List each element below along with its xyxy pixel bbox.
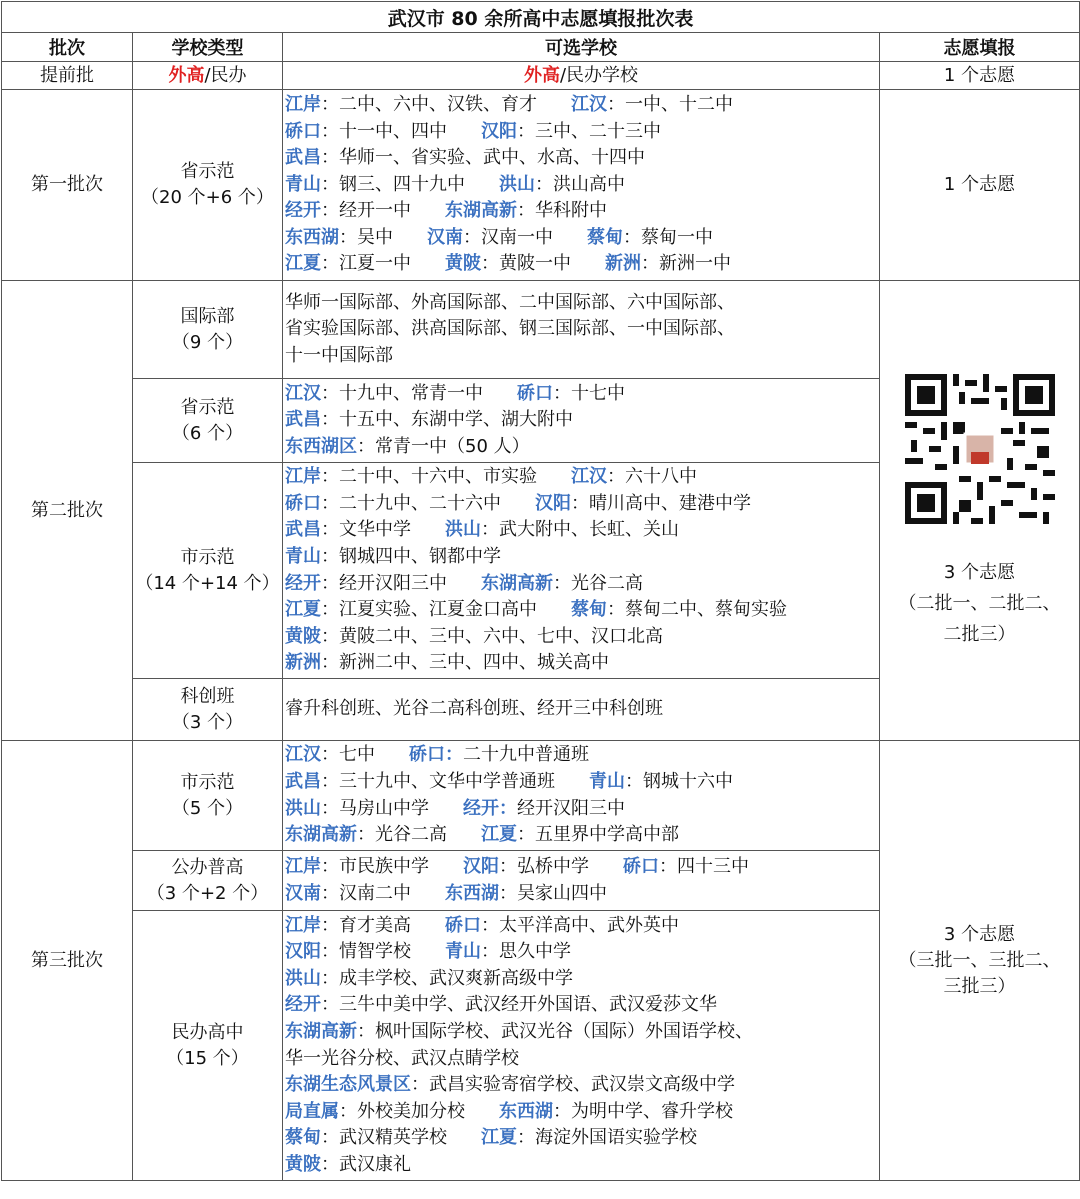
school-names: ：蔡甸二中、蔡甸实验 [607,599,787,621]
school-names: 二十九中普通班 [463,744,589,766]
school-names: ：汉南一中 [463,226,553,248]
district-label: 硚口 [517,382,553,404]
third-quota-cell [880,741,1080,1181]
district-label: 经开 [285,200,321,222]
district-label: 经开： [463,797,517,819]
list-item [285,1046,877,1073]
district-label: 硚口 [285,120,321,142]
school-names: ：蔡甸一中 [623,226,713,248]
early-schools-red: 外高 [523,64,560,86]
district-label: 武昌 [285,519,321,541]
district-label: 洪山 [285,967,321,989]
list-item [285,434,877,461]
school-names: ：黄陂一中 [481,253,571,275]
school-names: ：吴家山四中 [499,882,607,904]
second-prov-schools [283,379,880,463]
early-schools-rest: /民办学校 [559,64,639,86]
school-names: ：武大附中、长虹、关山 [481,519,679,541]
school-names: ：光谷二高 [357,824,447,846]
list-item [285,597,877,624]
list-item [285,854,877,881]
district-label: 硚口 [285,492,321,514]
school-names: ：武昌实验寄宿学校、武汉崇文高级中学 [411,1074,735,1096]
district-label: 东西湖 [445,882,499,904]
district-label: 洪山 [445,519,481,541]
school-names: ：洪山高中 [535,173,625,195]
third-public-schools [283,851,880,911]
district-label: 东西湖 [285,226,339,248]
district-label: 新洲 [605,253,641,275]
early-type [133,62,283,90]
second-intl-count: （9 个） [171,331,244,353]
early-quota: 1 个志愿 [880,62,1080,90]
batch-table [1,1,1080,1181]
list-item [285,544,877,571]
list-item [285,145,877,172]
third-private-type-cell [133,911,283,1181]
school-names: ：二十中、十六中、市实验 [321,466,537,488]
school-names: ：五里界中学高中部 [517,824,679,846]
list-item [285,796,877,823]
district-label: 东湖高新 [285,824,357,846]
school-names: ：光谷二高 [553,572,643,594]
table-title: 武汉市 80 余所高中志愿填报批次表 [2,2,1080,33]
district-label: 江汉 [285,382,321,404]
district-label: 江汉 [285,744,321,766]
school-names: ：晴川高中、建港中学 [571,492,751,514]
school-names: ：经开汉阳三中 [321,572,447,594]
school-names: ：三十九中、文华中学普通班 [321,770,555,792]
list-item [285,966,877,993]
district-label: 武昌 [285,147,321,169]
district-label: 江岸 [285,93,321,115]
third-city-count: （5 个） [171,797,244,819]
school-names: ：一中、十二中 [607,93,733,115]
district-label: 蔡甸 [587,226,623,248]
school-names: ：钢城十六中 [625,770,733,792]
school-names: ：成丰学校、武汉爽新高级中学 [321,967,573,989]
list-item [285,571,877,598]
district-label: 江汉 [571,93,607,115]
school-names: ：钢三、四十九中 [321,173,465,195]
list-item [285,881,877,908]
school-names: ：新洲二中、三中、四中、城关高中 [321,652,609,674]
third-city-type-cell [133,741,283,851]
school-names: ：二十九中、二十六中 [321,492,501,514]
third-private-count: （15 个） [166,1047,249,1069]
district-label: 江汉 [571,466,607,488]
second-sci-type: 科创班 [180,685,235,707]
school-names: 经开汉阳三中 [517,797,625,819]
list-item [285,822,877,849]
school-names: ：外校美加分校 [339,1100,465,1122]
school-names: ：黄陂二中、三中、六中、七中、汉口北高 [321,625,663,647]
school-names: ：情智学校 [321,941,411,963]
header-quota: 志愿填报 [880,33,1080,62]
third-private-type: 民办高中 [171,1021,244,1043]
qr-code-icon [905,374,1055,524]
list-item [285,119,877,146]
early-schools [283,62,880,90]
second-sci-count: （3 个） [171,711,244,733]
second-intl-type: 国际部 [180,305,235,327]
third-private-schools [283,911,880,1181]
district-label: 黄陂 [285,1153,321,1175]
school-names: ：三牛中美中学、武汉经开外国语、武汉爱莎文华 [321,994,717,1016]
list-item [285,198,877,225]
third-public-count: （3 个+2 个） [146,882,269,904]
early-batch: 提前批 [2,62,133,90]
third-city-type: 市示范 [180,771,235,793]
second-intl-schools [283,281,880,379]
early-type-rest: /民办 [204,64,247,86]
list-item [285,407,877,434]
list-item [285,992,877,1019]
school-names: ：三中、二十三中 [517,120,661,142]
second-sci-schools: 睿升科创班、光谷二高科创班、经开三中科创班 [283,679,880,741]
school-names: ：十七中 [553,382,625,404]
district-label: 经开 [285,572,321,594]
list-item [285,1072,877,1099]
list-item [285,1099,877,1126]
list-item [285,172,877,199]
district-label: 青山 [285,173,321,195]
district-label: 局直属 [285,1100,339,1122]
list-item [285,491,877,518]
school-names: ：十九中、常青一中 [321,382,483,404]
school-names: ：太平洋高中、武外英中 [481,914,679,936]
district-label: 汉阳 [285,941,321,963]
school-names: ：文华中学 [321,519,411,541]
second-quota-sub1: （二批一、二批二、 [898,592,1061,614]
school-names: ：市民族中学 [321,855,429,877]
school-names: 华一光谷分校、武汉点睛学校 [285,1047,519,1069]
district-label: 汉阳 [463,855,499,877]
second-city-type-cell [133,463,283,679]
district-label: 东西湖区 [285,435,357,457]
district-label: 经开 [285,994,321,1016]
school-names: ：海淀外国语实验学校 [517,1127,697,1149]
district-label: 青山 [589,770,625,792]
district-label: 武昌 [285,770,321,792]
district-label: 蔡甸 [285,1127,321,1149]
second-batch: 第二批次 [2,281,133,741]
district-label: 蔡甸 [571,599,607,621]
list-item: 华师一国际部、外高国际部、二中国际部、六中国际部、 [285,291,735,313]
school-names: ：常青一中（50 人） [357,435,530,457]
district-label: 青山 [285,545,321,567]
list-item [285,1152,877,1179]
school-names: ：四十三中 [659,855,749,877]
list-item [285,381,877,408]
district-label: 汉阳 [535,492,571,514]
second-prov-type-cell [133,379,283,463]
early-type-red: 外高 [168,64,205,86]
list-item [285,1019,877,1046]
first-batch: 第一批次 [2,90,133,281]
district-label: 东湖高新 [481,572,553,594]
district-label: 江夏 [285,599,321,621]
second-city-count: （14 个+14 个） [135,572,280,594]
third-batch: 第三批次 [2,741,133,1181]
district-label: 江岸 [285,914,321,936]
school-names: ：弘桥中学 [499,855,589,877]
third-city-schools [283,741,880,851]
school-names: ：新洲一中 [641,253,731,275]
district-label: 东湖高新 [445,200,517,222]
school-names: ：十一中、四中 [321,120,447,142]
school-names: ：枫叶国际学校、武汉光谷（国际）外国语学校、 [357,1020,753,1042]
first-type-cell [133,90,283,281]
district-label: 江夏 [481,1127,517,1149]
school-names: ：十五中、东湖中学、湖大附中 [321,409,573,431]
district-label: 江岸 [285,466,321,488]
school-names: ：吴中 [339,226,393,248]
district-label: 硚口： [409,744,463,766]
third-quota-sub1: （三批一、三批二、 [898,949,1061,971]
list-item [285,251,877,278]
district-label: 黄陂 [445,253,481,275]
district-label: 汉南 [285,882,321,904]
school-names: ：江夏实验、江夏金口高中 [321,599,537,621]
school-names: ：七中 [321,744,375,766]
list-item [285,769,877,796]
school-names: ：华科附中 [517,200,607,222]
second-city-schools [283,463,880,679]
district-label: 汉南 [427,226,463,248]
district-label: 洪山 [285,797,321,819]
school-names: ：二中、六中、汉铁、育才 [321,93,537,115]
district-label: 硚口 [445,914,481,936]
district-label: 新洲 [285,652,321,674]
list-item [285,92,877,119]
header-type: 学校类型 [133,33,283,62]
list-item [285,1125,877,1152]
school-names: ：育才美高 [321,914,411,936]
school-names: ：马房山中学 [321,797,429,819]
second-prov-type: 省示范 [180,396,235,418]
district-label: 江夏 [285,253,321,275]
school-names: ：经开一中 [321,200,411,222]
list-item: 省实验国际部、洪高国际部、钢三国际部、一中国际部、 [285,318,735,340]
header-batch: 批次 [2,33,133,62]
second-quota-sub2: 二批三） [943,623,1016,645]
school-names: ：为明中学、睿升学校 [553,1100,733,1122]
school-names: ：江夏一中 [321,253,411,275]
list-item [285,742,877,769]
second-prov-count: （6 个） [171,422,244,444]
district-label: 东西湖 [499,1100,553,1122]
school-names: ：钢城四中、钢都中学 [321,545,501,567]
school-names: ：汉南二中 [321,882,411,904]
second-city-type: 市示范 [180,546,235,568]
list-item: 十一中国际部 [285,344,393,366]
district-label: 江夏 [481,824,517,846]
district-label: 汉阳 [481,120,517,142]
first-quota: 1 个志愿 [880,90,1080,281]
district-label: 黄陂 [285,625,321,647]
list-item [285,624,877,651]
district-label: 东湖高新 [285,1020,357,1042]
school-names: ：华师一、省实验、武中、水高、十四中 [321,147,645,169]
first-count: （20 个+6 个） [141,187,274,208]
second-quota-cell [880,281,1080,741]
second-quota: 3 个志愿 [943,561,1016,583]
district-label: 江岸 [285,855,321,877]
second-sci-type-cell [133,679,283,741]
third-public-type-cell [133,851,283,911]
list-item [285,464,877,491]
third-public-type: 公办普高 [171,856,244,878]
list-item [285,517,877,544]
third-quota-sub2: 三批三） [943,975,1016,997]
third-quota: 3 个志愿 [943,923,1016,945]
district-label: 武昌 [285,409,321,431]
list-item [285,225,877,252]
header-schools: 可选学校 [283,33,880,62]
district-label: 洪山 [499,173,535,195]
school-names: ：武汉精英学校 [321,1127,447,1149]
list-item [285,650,877,677]
district-label: 东湖生态风景区 [285,1074,411,1096]
school-names: ：武汉康礼 [321,1153,411,1175]
school-names: ：六十八中 [607,466,697,488]
district-label: 青山 [445,941,481,963]
list-item [285,939,877,966]
first-type: 省示范 [180,161,235,182]
school-names: ：思久中学 [481,941,571,963]
second-intl-type-cell [133,281,283,379]
first-schools [283,90,880,281]
list-item [285,913,877,940]
district-label: 硚口 [623,855,659,877]
